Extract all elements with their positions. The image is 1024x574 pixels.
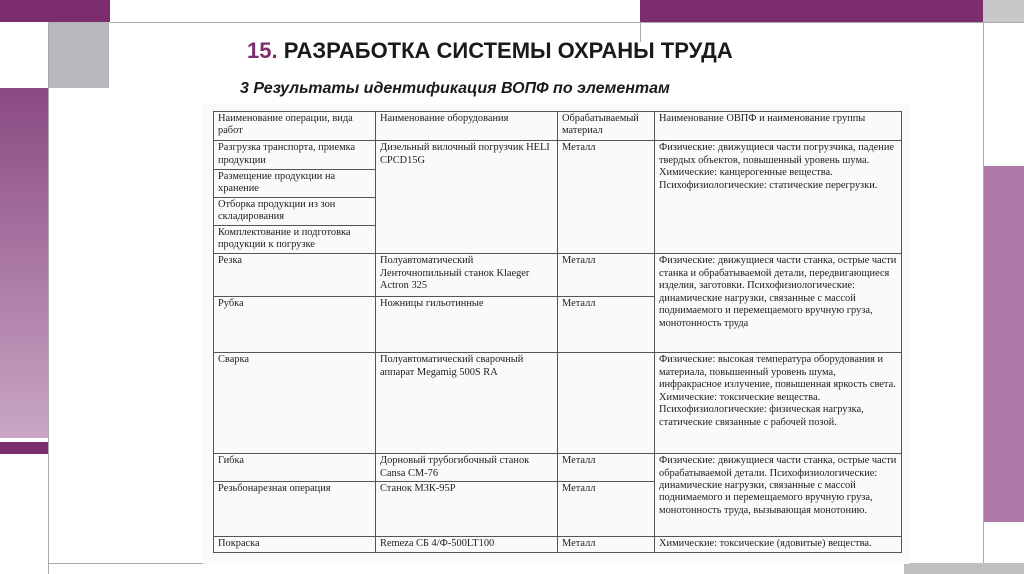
frame-line-top [110,22,1024,23]
frame-line-left [48,22,49,574]
accent-bar-top-right [640,0,983,22]
cell-operation: Размещение продукции на хранение [214,169,376,197]
page-subtitle: 3 Результаты идентификация ВОПФ по элементам [240,80,670,97]
cell-operation: Разгрузка транспорта, приемка продукции [214,141,376,169]
cell-operation: Комплектование и подготовка продукции к погрузке [214,226,376,254]
header-equipment: Наименование оборудования [376,112,558,141]
gray-block-top-right [983,0,1024,22]
cell-hazard: Физические: движущиеся части станка, острые части станка и обрабатываемой детали, передвигающиеся изделия, заготовки. Психофизиологические: динамические нагрузки, связанные с массой поднимаемого и перемещаемого вручную груза, монотонность труда [655,254,902,353]
accent-bar-left [0,88,48,438]
cell-operation: Рубка [214,296,376,353]
cell-hazard: Физические: движущиеся части погрузчика, падение твердых объектов, повышенный уровень шума. Химические: канцерогенные вещества. Психофизиологические: статические перегрузки. [655,141,902,254]
cell-equipment: Полуавтоматический сварочный аппарат Megamig 500S RA [376,353,558,454]
cell-operation: Резка [214,254,376,296]
cell-operation: Гибка [214,454,376,482]
table-row [214,536,902,552]
gray-block-bottom-right [904,563,1024,574]
cell-operation: Сварка [214,353,376,454]
cell-hazard: Физические: высокая температура оборудования и материала, повышенный уровень шума, инфракрасное излучение, повышенная яркость света. Химические: токсические вещества. Психофизиологические: физическая нагрузка, статические связанные с рабочей позой. [655,353,902,454]
page-title [247,38,733,64]
title-text: РАЗРАБОТКА СИСТЕМЫ ОХРАНЫ ТРУДА [283,38,733,63]
cell-equipment: Ножницы гильотинные [376,296,558,353]
table-row [214,254,902,296]
cell-equipment: Станок МЗК-95Р [376,482,558,536]
cell-hazard: Физические: движущиеся части станка, острые части обрабатываемой детали. Психофизиологические: динамические нагрузки, связанные с массой поднимаемого и перемещаемого вручную груза, монотонность труда, вызывающая монотонию. [655,454,902,537]
cell-hazard: Химические: токсические (ядовитые) вещества. [655,536,902,552]
accent-bar-right [984,166,1024,522]
header-material: Обрабатываемый материал [558,112,655,141]
title-number: 15. [247,38,278,63]
header-hazard: Наименование ОВПФ и наименование группы [655,112,902,141]
cell-operation: Резьбонарезная операция [214,482,376,536]
cell-material [558,353,655,454]
cell-equipment: Дизельный вилочный погрузчик HELI CPCD15G [376,141,558,254]
cell-material: Металл [558,482,655,536]
cell-material: Металл [558,141,655,254]
table-row [214,141,902,169]
accent-bar-left-bottom [0,442,48,454]
accent-bar-top-left [0,0,110,22]
gray-block-left [49,22,109,88]
cell-material: Металл [558,536,655,552]
header-operation: Наименование операции, вида работ [214,112,376,141]
table-row [214,353,902,454]
hazard-table [213,111,902,553]
cell-equipment: Полуавтоматический Ленточнопильный станок Klaeger Actron 325 [376,254,558,296]
cell-material: Металл [558,454,655,482]
cell-equipment: Remeza СБ 4/Ф-500LT100 [376,536,558,552]
cell-material: Металл [558,296,655,353]
cell-operation: Отборка продукции из зон складирования [214,197,376,225]
cell-operation: Покраска [214,536,376,552]
table-header-row [214,112,902,141]
cell-material: Металл [558,254,655,296]
cell-equipment: Дорновый трубогибочный станок Cansa CM-76 [376,454,558,482]
table-row [214,454,902,482]
